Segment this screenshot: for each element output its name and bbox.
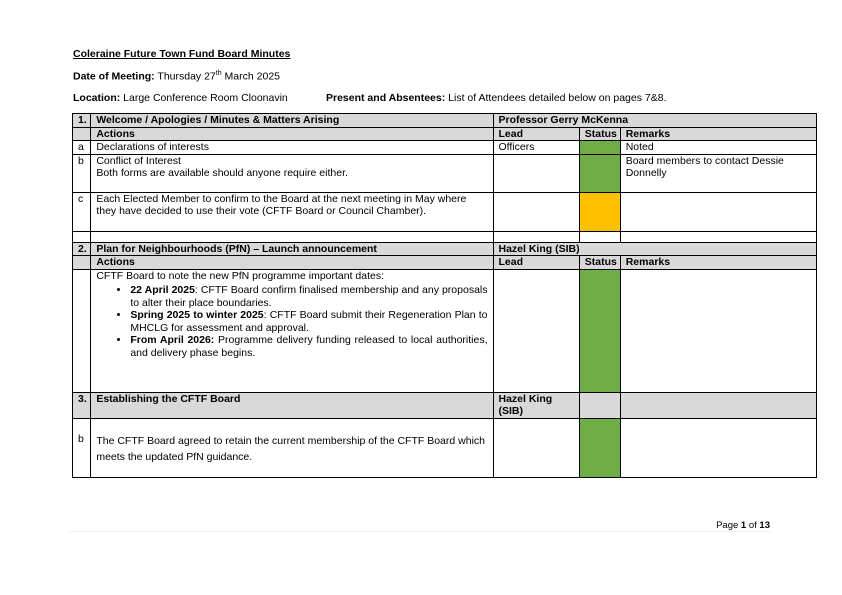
table-row (73, 192, 817, 231)
date-label: Date of Meeting: (73, 70, 155, 83)
col-remarks: Remarks (620, 256, 816, 270)
section-number: 1. (73, 114, 91, 128)
table-row (73, 418, 817, 477)
row-remarks: Noted (620, 141, 816, 155)
section-title: Welcome / Apologies / Minutes & Matters Arising (91, 114, 493, 128)
list-item (130, 284, 487, 309)
page-total: 13 (759, 520, 770, 531)
row-id: a (73, 141, 91, 155)
col-lead: Lead (493, 256, 579, 270)
row-action: Each Elected Member to confirm to the Board at the next meeting in May where they have decided to use their vote (CFTF Board or Council Chamber). (91, 192, 493, 231)
date-detail: Programme delivery funding released to local authorities, and delivery phase begins. (130, 334, 488, 359)
status-indicator-green (579, 418, 620, 477)
page-of: of (748, 520, 757, 531)
table-row (73, 269, 817, 392)
minutes-table (72, 113, 817, 478)
action-line: Conflict of Interest (96, 154, 181, 167)
col-actions: Actions (91, 256, 493, 270)
section-lead: Hazel King (SIB) (493, 242, 817, 256)
section-1-header (73, 114, 817, 128)
row-action: Declarations of interests (91, 141, 493, 155)
column-headers (73, 256, 817, 270)
col-actions: Actions (91, 127, 493, 141)
column-headers (73, 127, 817, 141)
col-status: Status (579, 127, 620, 141)
section-number: 2. (73, 242, 91, 256)
row-lead: Officers (493, 141, 579, 155)
row-action: The CFTF Board agreed to retain the current membership of the CFTF Board which meets the updated PfN guidance. (91, 418, 493, 477)
col-remarks: Remarks (620, 127, 816, 141)
list-item (130, 309, 487, 334)
present-label: Present and Absentees: (326, 92, 446, 104)
section-lead: Hazel King (SIB) (493, 392, 579, 418)
section-number: 3. (73, 392, 91, 418)
row-lead (493, 154, 579, 192)
table-row (73, 154, 817, 192)
present-absentees (326, 92, 666, 104)
date-value-suffix: March 2025 (224, 70, 280, 83)
section-title: Plan for Neighbourhoods (PfN) – Launch announcement (91, 242, 493, 256)
date-detail: : CFTF Board confirm finalised membership and any proposals to alter their place boundaries. (130, 284, 488, 309)
date-heading: From April 2026: (130, 334, 215, 346)
status-indicator-green (579, 269, 620, 392)
pfn-date-list (96, 284, 487, 359)
status-indicator-green (579, 154, 620, 192)
footer-divider (68, 531, 772, 532)
page-current: 1 (740, 520, 747, 531)
status-indicator-amber (579, 192, 620, 231)
row-remarks: Board members to contact Dessie Donnelly (620, 154, 816, 192)
row-id: b (73, 154, 91, 192)
section-chair: Professor Gerry McKenna (493, 114, 817, 128)
location-value: Large Conference Room Cloonavin (123, 92, 288, 104)
row-id: b (73, 418, 91, 477)
section-3-header (73, 392, 817, 418)
action-line: Both forms are available should anyone require either. (96, 167, 348, 179)
row-remarks (620, 192, 816, 231)
location-label: Location: (73, 92, 121, 104)
date-detail: : CFTF Board submit their Regeneration Plan to MHCLG for assessment and approval. (130, 309, 488, 334)
present-value: List of Attendees detailed below on pages 7&8. (448, 92, 667, 104)
date-heading: Spring 2025 to winter 2025 (130, 309, 264, 321)
document-title: Coleraine Future Town Fund Board Minutes (73, 48, 291, 60)
meeting-date (73, 70, 280, 83)
list-item (130, 334, 487, 359)
col-lead: Lead (493, 127, 579, 141)
status-indicator-green (579, 141, 620, 155)
date-sup: th (215, 70, 222, 77)
spacer-row (73, 231, 817, 242)
row-action (91, 154, 493, 192)
section-2-header (73, 242, 817, 256)
date-value-prefix: Thursday 27 (157, 70, 216, 83)
pfn-dates (91, 269, 493, 392)
page-number (716, 520, 770, 531)
meeting-location (73, 92, 288, 104)
page-label: Page (716, 520, 739, 531)
col-status: Status (579, 256, 620, 270)
row-id: c (73, 192, 91, 231)
row-lead (493, 192, 579, 231)
section-title: Establishing the CFTF Board (91, 392, 493, 418)
date-heading: 22 April 2025 (130, 284, 195, 296)
pfn-intro-text: CFTF Board to note the new PfN programme important dates: (96, 269, 385, 282)
table-row (73, 141, 817, 155)
